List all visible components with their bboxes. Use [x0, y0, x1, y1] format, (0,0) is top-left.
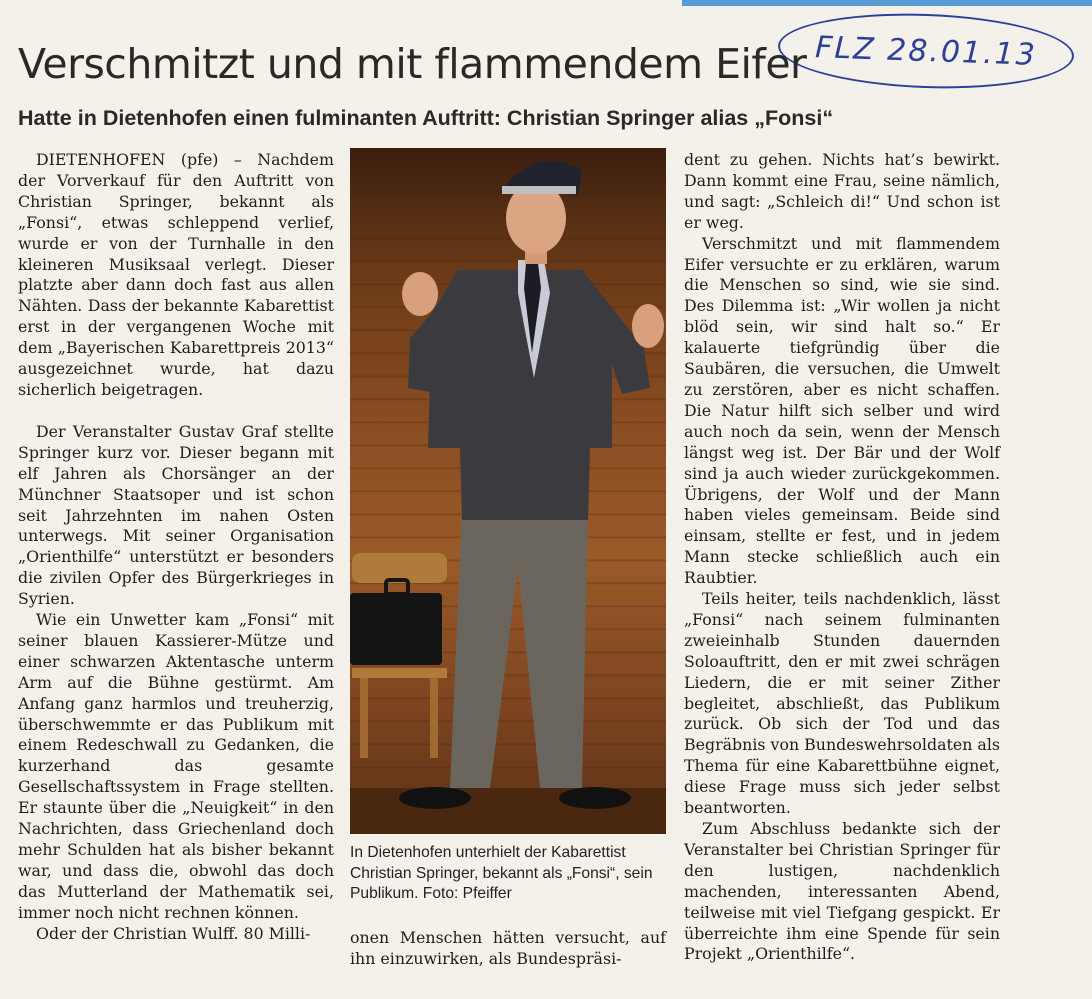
article-headline: Verschmitzt und mit flammendem Eifer	[18, 40, 807, 88]
stamp-text: FLZ 28.01.13	[814, 29, 1038, 73]
paragraph: Teils heiter, teils nachdenklich, lässt „Fonsi“ nach seinem fulminanten zweieinhalb Stunden dauernden Soloauftritt, den er mit zwei schrägen Liedern, die er mit seiner Zither begleitet, abschließt, das Publikum zurück. Ob sich der Tod und das Begräbnis von Bundeswehrsoldaten als Thema für eine Kabarettbühne eignet, diese Frage muss sich jeder selbst beantworten.	[684, 589, 1000, 818]
paragraph: Der Veranstalter Gustav Graf stellte Springer kurz vor. Dieser begann mit elf Jahren als Chorsänger an der Münchner Staatsoper und ist schon seit Jahrzehnten im nahen Osten unterwegs. Mit seiner Organisation „Orienthilfe“ unterstützt er besonders die zivilen Opfer des Bürgerkrieges in Syrien.	[18, 421, 334, 609]
clipping-edge	[682, 0, 1092, 6]
text-column-2	[350, 928, 666, 970]
paragraph: DIETENHOFEN (pfe) – Nachdem der Vorverkauf für den Auftritt von Christian Springer, bekannt als „Fonsi“, etwas schleppend verlief, wurde er von der Turnhalle in den kleineren Musiksaal verlegt. Dieser platzte aber dann doch fast aus allen Nähten. Dass der bekannte Kabarettist erst in der vergangenen Woche mit dem „Bayerischen Kabarettpreis 2013“ ausgezeichnet wurde, hat dazu sicherlich beigetragen.	[18, 150, 334, 399]
text-column-1	[18, 150, 334, 945]
text-column-3	[684, 150, 1000, 965]
paragraph: onen Menschen hätten versucht, auf ihn einzuwirken, als Bundespräsi-	[350, 928, 666, 968]
paragraph: Oder der Christian Wulff. 80 Milli-	[36, 923, 311, 943]
paragraph: Verschmitzt und mit flammendem Eifer versuchte er zu erklären, warum die Menschen so sind, wie sie sind. Des Dilemma ist: „Wir wollen ja nicht blöd sein, wir sind halt so.“ Er kalauerte tiefgründig über die Saubären, die versuchen, die Umwelt zu zerstören, aber es nicht schaffen. Die Natur hilft sich selber und wird auch noch da sein, wenn der Mensch längst weg ist. Der Bär und der Wolf sind ja auch wieder zurückgekommen. Übrigens, der Wolf und der Mann haben vieles gemeinsam. Beide sind einsam, stellte er fest, und in jedem Mann stecke schließlich auch ein Raubtier.	[684, 233, 1000, 588]
photo-caption: In Dietenhofen unterhielt der Kabarettist Christian Springer, bekannt als „Fonsi“, sein Publikum. Foto: Pfeiffer	[350, 844, 653, 903]
performer-photo	[350, 148, 666, 834]
paragraph: Zum Abschluss bedankte sich der Veranstalter bei Christian Springer für den lustigen, nachdenklich machenden, interessanten Abend, teilweise mit viel Tiefgang gespickt. Er überreichte ihm eine Spende für sein Projekt „Orienthilfe“.	[684, 819, 1000, 964]
paragraph: Wie ein Unwetter kam „Fonsi“ mit seiner blauen Kassierer-Mütze und einer schwarzen Aktentasche unterm Arm auf die Bühne gestürmt. Am Anfang ganz harmlos und treuherzig, überschwemmte er das Publikum mit einem Redeschwall zu Gedanken, die kurzerhand das gesamte Gesellschaftssystem in Frage stellten. Er staunte über die „Neuigkeit“ in den Nachrichten, dass Griechenland doch mehr Schulden hat als bisher bekannt war, und dass die, obwohl das doch das Mutterland der Mathematik sei, immer noch nicht rechnen können.	[18, 610, 334, 922]
article-subheadline: Hatte in Dietenhofen einen fulminanten Auftritt: Christian Springer alias „Fonsi“	[18, 106, 834, 130]
paragraph: dent zu gehen. Nichts hat’s bewirkt. Dann kommt eine Frau, seine nämlich, und sagt: „Schleich di!“ Und schon ist er weg.	[684, 150, 1000, 232]
handwritten-date-stamp	[777, 9, 1075, 93]
photo-illustration	[350, 148, 666, 834]
